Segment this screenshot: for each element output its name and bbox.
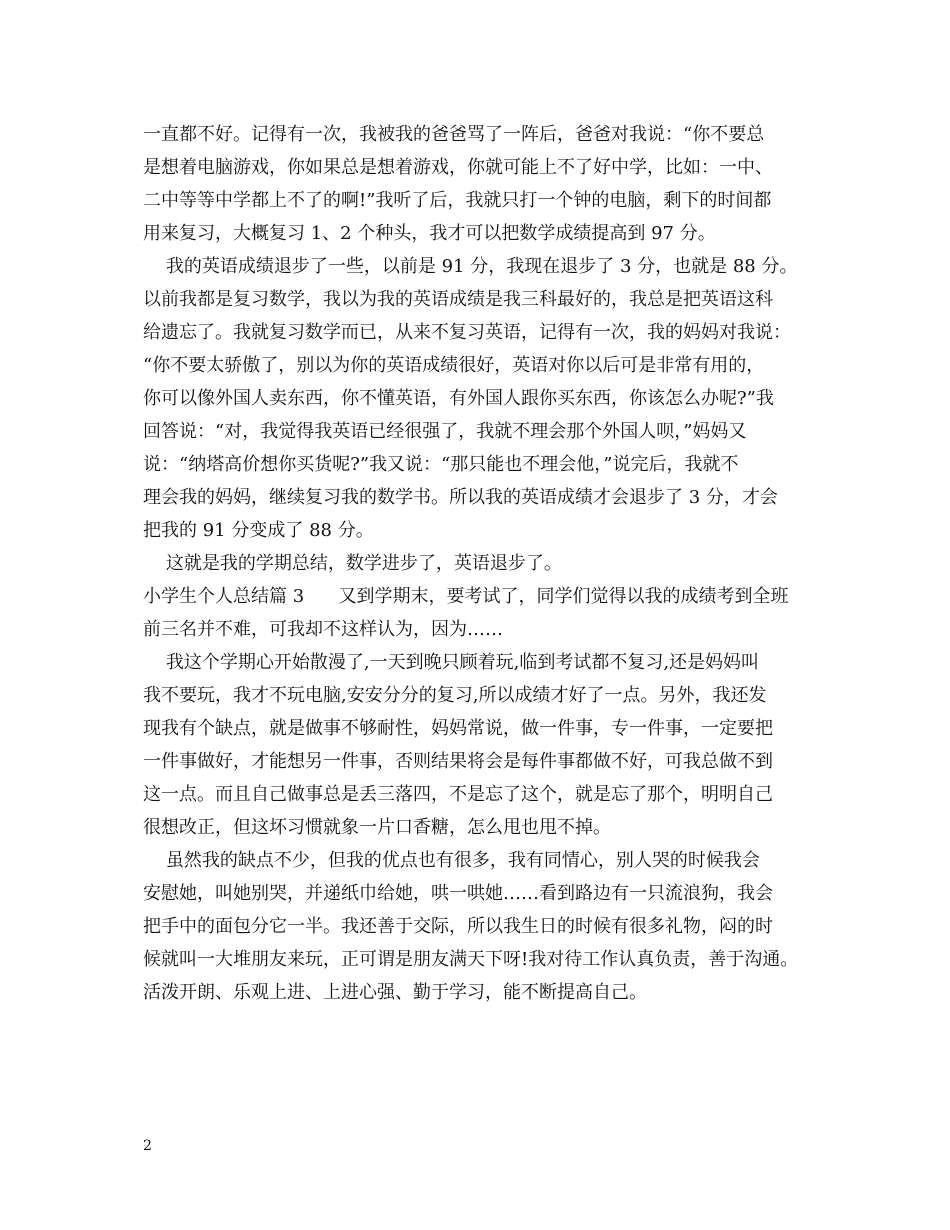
text-line: 你可以像外国人卖东西，你不懂英语，有外国人跟你买东西，你该怎么办呢?”我 xyxy=(143,388,774,409)
text-line: 前三名并不难，可我却不这样认为，因为…… xyxy=(143,619,503,640)
text-line: 我的英语成绩退步了一些，以前是 91 分，我现在退步了 3 分，也就是 88 分。 xyxy=(143,256,798,277)
text-line: 候就叫一大堆朋友来玩，正可谓是朋友满天下呀!我对待工作认真负责，善于沟通。 xyxy=(143,949,799,970)
text-line: 安慰她，叫她别哭，并递纸巾给她，哄一哄她……看到路边有一只流浪狗，我会 xyxy=(143,883,773,904)
text-line: 现我有个缺点，就是做事不够耐性，妈妈常说，做一件事，专一件事，一定要把 xyxy=(143,718,773,739)
text-line: 以前我都是复习数学，我以为我的英语成绩是我三科最好的，我总是把英语这科 xyxy=(143,289,773,310)
text-line: 用来复习，大概复习 1、2 个种头，我才可以把数学成绩提高到 97 分。 xyxy=(143,223,716,244)
text-line: 很想改正，但这坏习惯就象一片口香糖，怎么甩也甩不掉。 xyxy=(143,817,611,838)
page-number: 2 xyxy=(143,1138,152,1154)
text-line: 说：“纳塔高价想你买货呢?”我又说：“那只能也不理会他，”说完后，我就不 xyxy=(143,454,739,475)
text-line: 是想着电脑游戏，你如果总是想着游戏，你就可能上不了好中学，比如：一中、 xyxy=(143,157,773,178)
text-line: 理会我的妈妈，继续复习我的数学书。所以我的英语成绩才会退步了 3 分，才会 xyxy=(143,487,778,508)
text-line: 一件事做好，才能想另一件事，否则结果将会是每件事都做不好，可我总做不到 xyxy=(143,751,773,772)
section-heading-line: 小学生个人总结篇 3 又到学期末，要考试了，同学们觉得以我的成绩考到全班 xyxy=(143,586,789,607)
text-line: 一直都不好。记得有一次，我被我的爸爸骂了一阵后，爸爸对我说：“你不要总 xyxy=(143,124,765,145)
text-line: 二中等等中学都上不了的啊!”我听了后，我就只打一个钟的电脑，剩下的时间都 xyxy=(143,190,772,211)
text-line: 给遗忘了。我就复习数学而已，从来不复习英语，记得有一次，我的妈妈对我说： xyxy=(143,322,791,343)
text-line: 虽然我的缺点不少，但我的优点也有很多，我有同情心，别人哭的时候我会 xyxy=(143,850,760,871)
text-line: 这一点。而且自己做事总是丢三落四，不是忘了这个，就是忘了那个，明明自己 xyxy=(143,784,773,805)
text-line: 把手中的面包分它一半。我还善于交际，所以我生日的时候有很多礼物，闷的时 xyxy=(143,916,773,937)
text-line: 活泼开朗、乐观上进、上进心强、勤于学习，能不断提高自己。 xyxy=(143,982,647,1003)
text-line: 回答说：“对，我觉得我英语已经很强了，我就不理会那个外国人呗，”妈妈又 xyxy=(143,421,747,442)
text-line: “你不要太骄傲了，别以为你的英语成绩很好，英语对你以后可是非常有用的， xyxy=(143,355,765,376)
text-line: 这就是我的学期总结，数学进步了，英语退步了。 xyxy=(143,553,562,574)
text-line: 把我的 91 分变成了 88 分。 xyxy=(143,520,374,541)
document-body xyxy=(143,118,819,1009)
text-line: 我不要玩，我才不玩电脑,安安分分的复习,所以成绩才好了一点。另外，我还发 xyxy=(143,685,767,706)
text-line: 我这个学期心开始散漫了,一天到晚只顾着玩,临到考试都不复习,还是妈妈叫 xyxy=(143,652,760,673)
